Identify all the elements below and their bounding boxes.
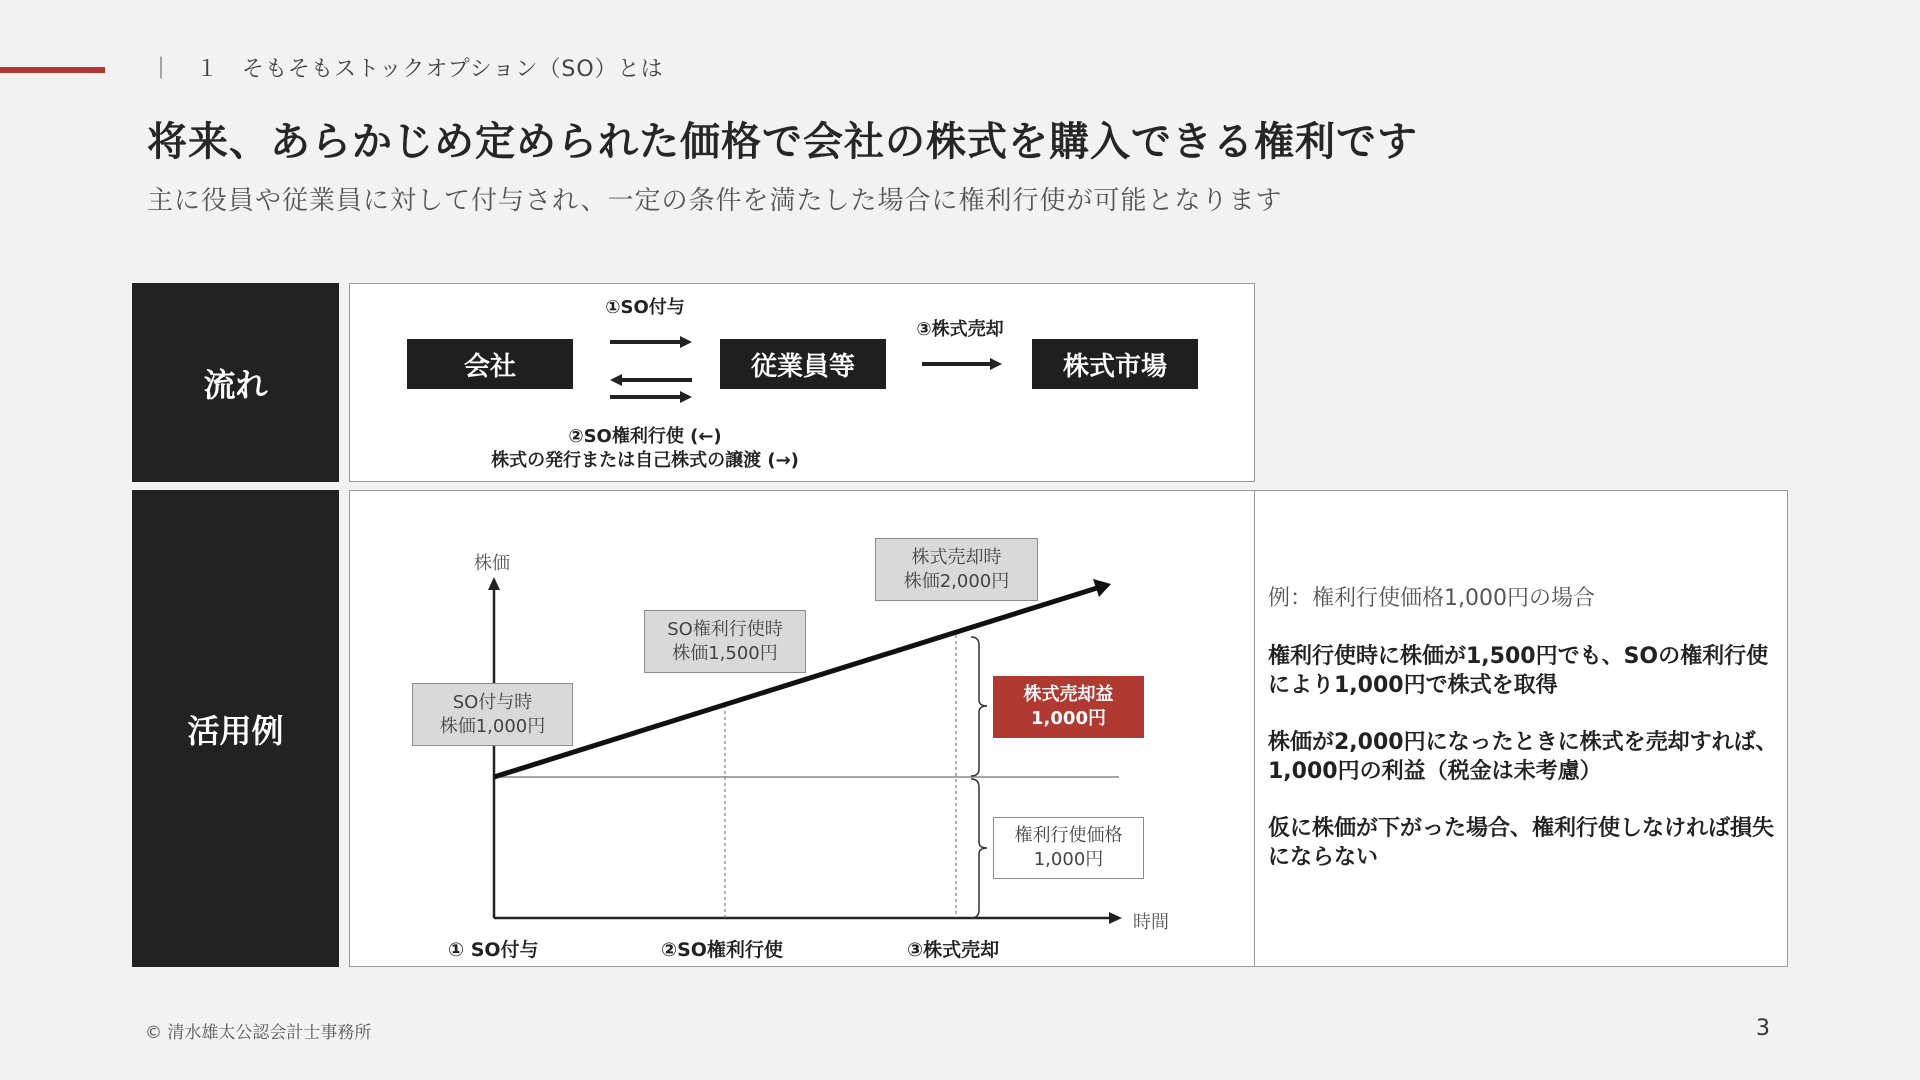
example-row-label: 活用例: [132, 490, 339, 967]
flow-arrows-left: [600, 330, 700, 410]
exercise-callout-line2: 株価1,500円: [672, 642, 778, 664]
x-axis-label: 時間: [1133, 912, 1169, 933]
y-axis-arrowhead: [488, 577, 500, 590]
issue-label: 株式の発行または自己株式の譲渡 (→): [491, 450, 799, 471]
exercise-callout-line1: SO権利行使時: [667, 618, 783, 640]
page-title: 将来、あらかじめ定められた価格で会社の株式を購入できる権利です: [147, 119, 1418, 165]
x-label-grant: ① SO付与: [448, 939, 539, 961]
x-axis-arrowhead: [1109, 912, 1122, 924]
strike-box-line2: 1,000円: [1033, 849, 1104, 870]
sell-arrow: [918, 352, 1008, 376]
y-axis-label: 株価: [474, 553, 510, 574]
profit-brace: [971, 637, 987, 776]
accent-line: [0, 67, 105, 73]
section-label: ｜ １ そもそもストックオプション（SO）とは: [150, 57, 664, 82]
x-label-exercise: ②SO権利行使: [661, 939, 783, 961]
market-box: 株式市場: [1032, 339, 1198, 389]
profit-box-line2: 1,000円: [1031, 708, 1106, 729]
explanation-intro: 例：権利行使価格1,000円の場合: [1268, 586, 1595, 611]
profit-box-line1: 株式売却益: [1023, 684, 1114, 705]
explanation-point-1: 権利行使時に株価が1,500円でも、SOの権利行使により1,000円で株式を取得: [1268, 644, 1769, 698]
exercise-callout: [644, 610, 806, 673]
page-subtitle: 主に役員や従業員に対して付与され、一定の条件を満たした場合に権利行使が可能となります: [147, 186, 1283, 216]
profit-box: [993, 676, 1144, 738]
flow-row-label: 流れ: [132, 283, 339, 482]
strike-box-line1: 権利行使価格: [1014, 825, 1123, 846]
grant-callout: [412, 683, 573, 746]
explanation-point-3: 仮に株価が下がった場合、権利行使しなければ損失にならない: [1268, 816, 1775, 870]
explanation-point-2: 株価が2,000円になったときに株式を売却すれば、1,000円の利益（税金は未考慮）: [1268, 730, 1778, 784]
grant-callout-line2: 株価1,000円: [439, 715, 546, 737]
exercise-label: ②SO権利行使 (←): [568, 426, 722, 447]
x-label-sell: ③株式売却: [907, 939, 1000, 961]
sell-callout-line2: 株価2,000円: [903, 570, 1010, 592]
sell-callout-line1: 株式売却時: [911, 546, 1002, 568]
page-number: 3: [1756, 1016, 1770, 1041]
strike-price-box: [993, 817, 1144, 879]
sell-label: ③株式売却: [916, 319, 1004, 340]
grant-callout-line1: SO付与時: [452, 691, 533, 713]
footer-copyright: © 清水雄太公認会計士事務所: [145, 1023, 372, 1043]
strike-brace: [971, 779, 987, 918]
company-box: 会社: [407, 339, 573, 389]
employee-box: 従業員等: [720, 339, 886, 389]
grant-label: ①SO付与: [605, 297, 685, 318]
sell-callout: [875, 538, 1038, 601]
